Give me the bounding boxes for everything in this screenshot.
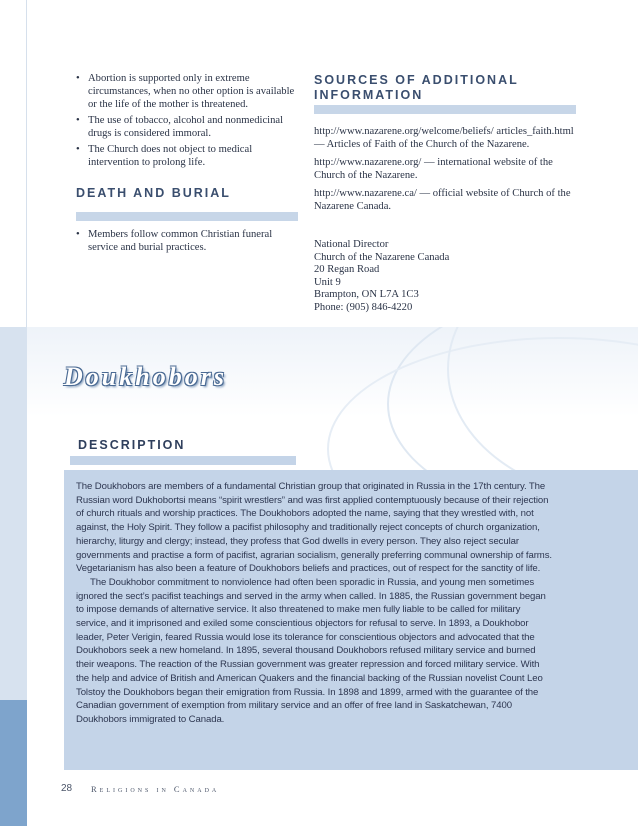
sources-heading-line1: SOURCES OF ADDITIONAL [314,73,519,87]
death-and-burial-heading: DEATH AND BURIAL [76,186,231,200]
sources-list [314,126,576,219]
list-item: • The Church does not object to medical intervention to prolong life. [74,143,296,169]
left-bar-top-blank [0,0,27,327]
list-item: • Members follow common Christian funeral service and burial practices. [74,228,296,254]
address-line: Phone: (905) 846-4220 [314,301,413,313]
source-link[interactable]: http://www.nazarene.org/ — international website of the Church of the Nazarene. [314,157,553,181]
sources-heading-line2: INFORMATION [314,88,424,102]
description-heading: DESCRIPTION [78,438,186,452]
address-line: National Director [314,239,389,250]
source-link[interactable]: http://www.nazarene.ca/ — official website of Church of the Nazarene Canada. [314,188,571,212]
contact-address [314,239,576,314]
list-item: • Abortion is supported only in extreme circumstances, when no other option is available or the life of the mother is threatened. [74,72,296,111]
running-title: Religions in Canada [91,784,220,794]
address-line: 20 Regan Road [314,264,380,275]
address-line: Church of the Nazarene Canada [314,251,450,263]
section-header-band [27,327,638,477]
source-link[interactable]: http://www.nazarene.org/welcome/beliefs/ articles_faith.html — Articles of Faith of the Church of the Nazarene. [314,126,574,150]
description-heading-rule [70,456,296,465]
left-bar-dark-segment [0,700,27,826]
heading-rule [314,105,576,114]
page-footer [61,783,220,794]
death-bullet-list [74,228,296,257]
section-title: Doukhobors [64,362,227,391]
list-item: • The use of tobacco, alcohol and nonmedicinal drugs is considered immoral. [74,114,296,140]
description-paragraph-1: The Doukhobors are members of a fundamental Christian group that originated in Russia in the 17th century. The Russian word Dukhobortsi means “spirit wrestlers” and was first applied contemptuously because of their rejection of church rituals and worship practices. The Doukhobors adopted the name, saying that they wrestled with, not against, the Holy Spirit. They follow a pacifist philosophy and traditionally reject concepts of church organization, hierarchy, liturgy and clergy; instead, they profess that God dwells in every person. They also reject secular governments and practise a form of pacifist, agrarian socialism, generally preferring communal ownership of farms. Vegetarianism has also been a feature of Doukhobors beliefs and practices, out of respect for the sanctity of life. [76,481,552,575]
description-paragraph-2: The Doukhobor commitment to nonviolence had often been sporadic in Russia, and young men sometimes ignored the sect’s pacifist teachings and served in the army when called. In 1885, the Russian government began to impose demands of alternative service. It also threatened to make men fully liable to be called for military service, and it imprisoned and exiled some conscientious objectors for refusal to serve. In 1893, a Doukhobor leader, Peter Verigin, feared Russia would lose its tolerance for conscientious objectors and advocated that the Doukhobors seek a new homeland. In 1895, several thousand Doukhobors refused military service and burned their weapons. The reaction of the Russian government was greater repression and forced military service. With the help and advice of British and American Quakers and the financial backing of the Russian novelist Count Leo Tolstoy the Doukhobors began their emigration from Russia. In 1898 and 1899, armed with the guarantee of the Canadian government of exemption from military service and an offer of free land in Saskatchewan, 7400 Doukhobors immigrated to Canada. [76,576,546,725]
sources-heading [314,73,519,103]
page-number: 28 [61,783,73,794]
address-line: Brampton, ON L7A 1C3 [314,289,419,300]
description-body [76,480,554,727]
beliefs-bullet-list [74,72,296,172]
address-line: Unit 9 [314,276,341,288]
heading-rule [76,212,298,221]
